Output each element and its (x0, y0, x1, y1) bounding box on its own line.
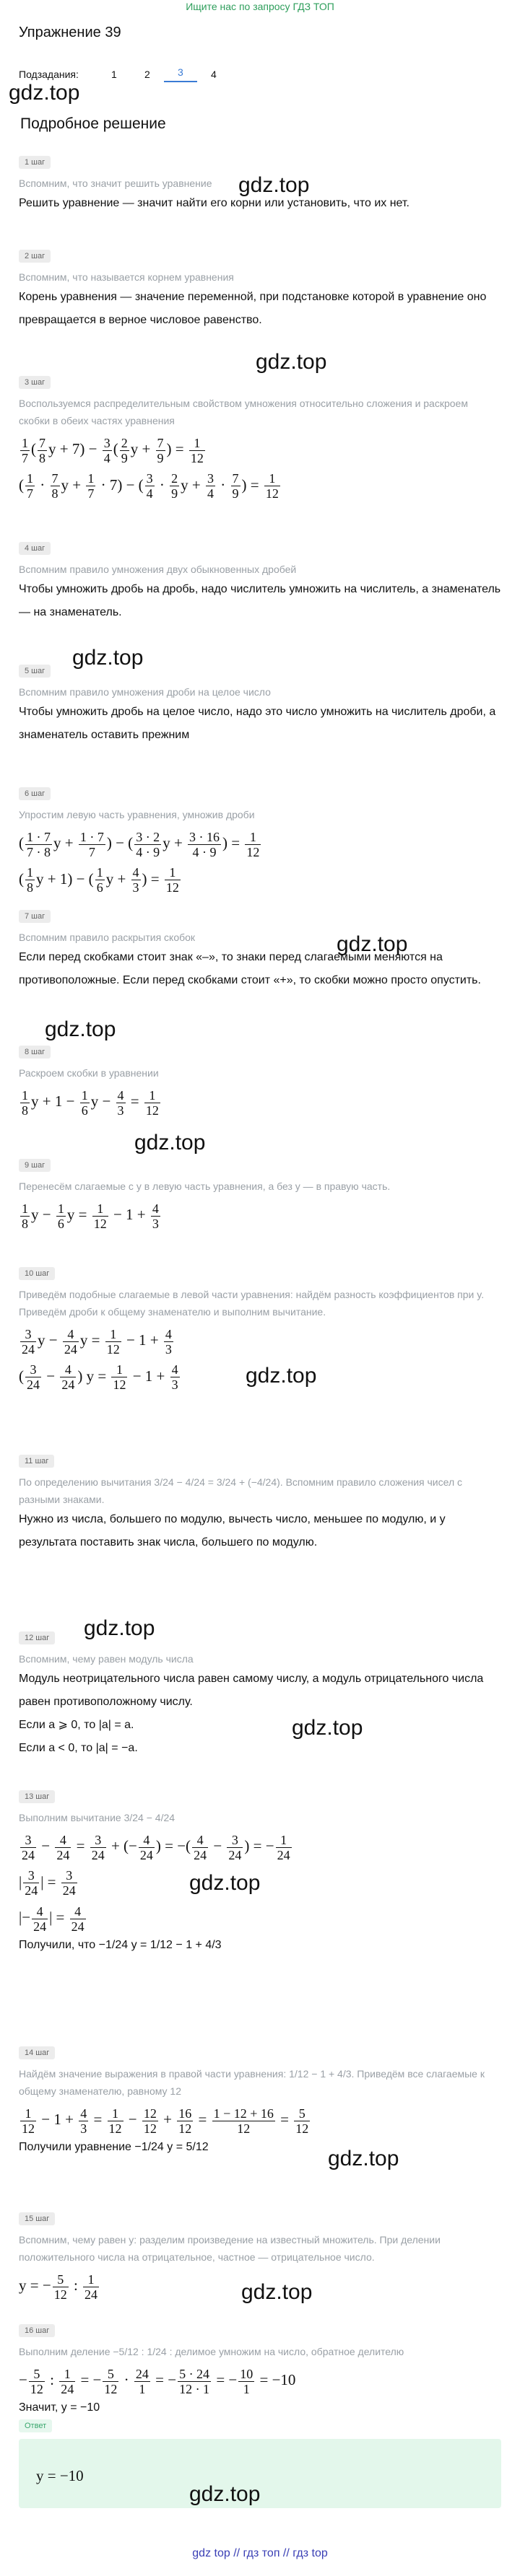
step-text: Чтобы умножить дробь на дробь, надо числитель умножить на числитель, а знаменатель — на знаменатель. (19, 583, 501, 618)
step-note: Выполним деление −5/12 : 1/24 : делимое умножим на число, обратное делителю (19, 2346, 404, 2357)
tab-subtask-4[interactable]: 4 (211, 69, 217, 80)
step-note: Упростим левую часть уравнения, умножив дроби (19, 809, 255, 820)
step-text: Корень уравнения — значение переменной, при подстановке которой в уравнение оно превращается в верное числовое равенство. (19, 291, 487, 326)
subtasks-label: Подзадания: (19, 69, 79, 80)
step-11 (19, 1454, 501, 1554)
equation: − $\frac{5}{12}$ : $\frac{1}{24}$ = − $\frac{5}{12}$ · $\frac{24}{1}$ = − $\frac{5 \cdot 24}{12 \cdot 1}$ = − $\frac{10}{1}$ = −10 (19, 2366, 296, 2396)
step-note: Выполним вычитание 3/24 − 4/24 (19, 1812, 176, 1823)
step-note: Вспомним, чему равен модуль числа (19, 1653, 194, 1665)
step-14 (19, 2046, 501, 2159)
step-badge: 14 шаг (19, 2046, 55, 2059)
watermark: gdz.top (337, 932, 408, 956)
watermark: gdz.top (189, 2482, 261, 2506)
step-note: Вспомним правило раскрытия скобок (19, 932, 196, 943)
step-text: Получили, что −1/24 y = 1/12 − 1 + 4/3 (19, 1939, 222, 1952)
step-badge: 15 шаг (19, 2212, 55, 2225)
step-note: Вспомним, что значит решить уравнение (19, 178, 212, 189)
watermark: gdz.top (45, 1017, 116, 1041)
watermark: gdz.top (328, 2147, 399, 2170)
equation: ( $\frac{3}{24}$ − $\frac{4}{24}$ ) y = $\frac{1}{12}$ − 1 + $\frac{4}{3}$ (19, 1362, 178, 1393)
step-text: Модуль неотрицательного числа равен самому числу, а модуль отрицательного числа равен противоположному числу. (19, 1673, 484, 1708)
step-4 (19, 541, 501, 624)
step-badge: 10 шаг (19, 1267, 55, 1280)
equation: $\frac{1}{12}$ − 1 + $\frac{4}{3}$ = $\frac{1}{12}$ − $\frac{12}{12}$ + $\frac{16}{12}$ = $\frac{1 - 12 + 16}{12}$ = $\frac{5}{12}$ (22, 2106, 309, 2136)
step-7 (19, 909, 501, 992)
watermark: gdz.top (72, 646, 144, 670)
step-badge: 3 шаг (19, 376, 51, 389)
step-note: Найдём значение выражения в правой части уравнения: 1/12 − 1 + 4/3. Приведём все слагаемые к общему знаменателю, равному 12 (19, 2068, 485, 2097)
step-note: Вспомним, что называется корнем уравнения (19, 271, 234, 283)
step-badge: 7 шаг (19, 910, 51, 923)
step-text: Если a < 0, то |a| = −a. (19, 1742, 138, 1754)
step-note: Вспомним правило умножения двух обыкновенных дробей (19, 564, 297, 575)
step-5 (19, 664, 501, 747)
step-text: Если перед скобками стоит знак «–», то знаки перед слагаемыми меняются на противоположные. Если перед скобками стоит «+», то скобки можно просто опустить. (19, 951, 481, 986)
watermark: gdz.top (292, 1716, 363, 1740)
equation: $\frac{3}{24}$ − $\frac{4}{24}$ = $\frac{3}{24}$ + (− $\frac{4}{24}$ ) = −( $\frac{4}{24}$ − $\frac{3}{24}$ ) = − $\frac{1}{24}$ (22, 1832, 290, 1862)
step-text: Решить уравнение — значит найти его корни или установить, что их нет. (19, 197, 410, 209)
step-badge: 6 шаг (19, 787, 51, 800)
step-badge: 9 шаг (19, 1159, 51, 1172)
step-note: Воспользуемся распределительным свойством умножения относительно сложения и раскроем скобки в обеих частях уравнения (19, 398, 468, 426)
answer-value: y = −10 (36, 2467, 84, 2484)
equation: ( $\frac{1}{7}$ · $\frac{7}{8}$ y + $\frac{1}{7}$ · 7) − ( $\frac{3}{4}$ · $\frac{2}{9}$ y + $\frac{3}{4}$ · $\frac{7}{9}$ ) = $\frac{1}{12}$ (19, 471, 279, 501)
answer-badge: Ответ (19, 2419, 52, 2432)
step-note: Приведём подобные слагаемые в левой части уравнения: найдём разность коэффициентов при y. Приведём дроби к общему знаменателю и выполним вычитание. (19, 1289, 485, 1318)
step-badge: 4 шаг (19, 542, 51, 555)
watermark: gdz.top (238, 173, 310, 197)
step-9 (19, 1158, 501, 1231)
footer-links[interactable]: gdz top // гдз топ // гдз top (192, 2547, 328, 2559)
step-note: По определению вычитания 3/24 − 4/24 = 3/24 + (−4/24). Вспомним правило сложения чисел с разными знаками. (19, 1476, 463, 1505)
watermark: gdz.top (189, 1871, 261, 1895)
step-12 (19, 1631, 501, 1760)
step-badge: 16 шаг (19, 2324, 55, 2337)
equation: | $\frac{3}{24}$ | = $\frac{3}{24}$ (19, 1868, 76, 1898)
step-badge: 1 шаг (19, 156, 51, 169)
step-text: Если a ⩾ 0, то |a| = a. (19, 1719, 134, 1731)
step-text: Чтобы умножить дробь на целое число, надо это число умножить на числитель дроби, а знаменатель оставить прежним (19, 706, 496, 741)
equation: |− $\frac{4}{24}$ | = $\frac{4}{24}$ (19, 1904, 84, 1935)
watermark: gdz.top (9, 81, 80, 105)
step-badge: 8 шаг (19, 1046, 51, 1059)
step-16 (19, 2323, 501, 2419)
step-badge: 2 шаг (19, 250, 51, 263)
watermark: gdz.top (256, 350, 327, 374)
step-3 (19, 375, 501, 501)
step-6 (19, 787, 501, 895)
step-badge: 12 шаг (19, 1631, 55, 1644)
tab-subtask-2[interactable]: 2 (144, 69, 150, 80)
step-note: Раскроем скобки в уравнении (19, 1067, 159, 1079)
equation: ( $\frac{1 \cdot 7}{7 \cdot 8}$ y + $\frac{1 \cdot 7}{7}$ ) − ( $\frac{3 \cdot 2}{4 \cdot 9}$ y + $\frac{3 \cdot 16}{4 \cdot 9}$ ) = $\frac{1}{12}$ (19, 829, 260, 859)
watermark: gdz.top (246, 1364, 317, 1388)
search-banner: Ищите нас по запросу ГДЗ ТОП (186, 1, 334, 12)
tab-subtask-3[interactable]: 3 (164, 66, 197, 82)
equation: $\frac{3}{24}$ y − $\frac{4}{24}$ y = $\frac{1}{12}$ − 1 + $\frac{4}{3}$ (22, 1326, 172, 1357)
page-title: Упражнение 39 (19, 25, 121, 40)
step-note: Вспомним правило умножения дроби на целое число (19, 686, 271, 698)
equation: ( $\frac{1}{8}$ y + 1) − ( $\frac{1}{6}$ y + $\frac{4}{3}$ ) = $\frac{1}{12}$ (19, 865, 179, 895)
step-text: Нужно из числа, большего по модулю, вычесть число, меньшее по модулю, и у результата поставить знак числа, большего по модулю. (19, 1513, 446, 1548)
equation: $\frac{1}{8}$ y − $\frac{1}{6}$ y = $\frac{1}{12}$ − 1 + $\frac{4}{3}$ (22, 1201, 159, 1231)
answer-header (19, 2419, 501, 2432)
step-note: Перенесём слагаемые с y в левую часть уравнения, а без y — в правую часть. (19, 1180, 391, 1192)
tab-subtask-1[interactable]: 1 (111, 69, 117, 80)
equation: $\frac{1}{8}$ y + 1 − $\frac{1}{6}$ y − $\frac{4}{3}$ = $\frac{1}{12}$ (22, 1087, 159, 1118)
step-8 (19, 1045, 501, 1118)
step-badge: 5 шаг (19, 665, 51, 678)
watermark: gdz.top (134, 1131, 206, 1155)
solution-title: Подробное решение (20, 115, 166, 132)
watermark: gdz.top (84, 1616, 155, 1640)
step-2 (19, 249, 501, 332)
step-text: Значит, y = −10 (19, 2401, 100, 2414)
step-text: Получили уравнение −1/24 y = 5/12 (19, 2140, 209, 2153)
equation: y = − $\frac{5}{12}$ : $\frac{1}{24}$ (19, 2271, 98, 2302)
step-badge: 13 шаг (19, 1790, 55, 1803)
step-note: Вспомним, чему равен y: разделим произведение на известный множитель. При делении положительного числа на отрицательное, частное — отрицательное число. (19, 2234, 441, 2263)
equation: $\frac{1}{7}$ ( $\frac{7}{8}$ y + 7) − $\frac{3}{4}$ ( $\frac{2}{9}$ y + $\frac{7}{9}$ ) = $\frac{1}{12}$ (22, 435, 204, 465)
watermark: gdz.top (241, 2280, 313, 2304)
step-badge: 11 шаг (19, 1455, 54, 1468)
